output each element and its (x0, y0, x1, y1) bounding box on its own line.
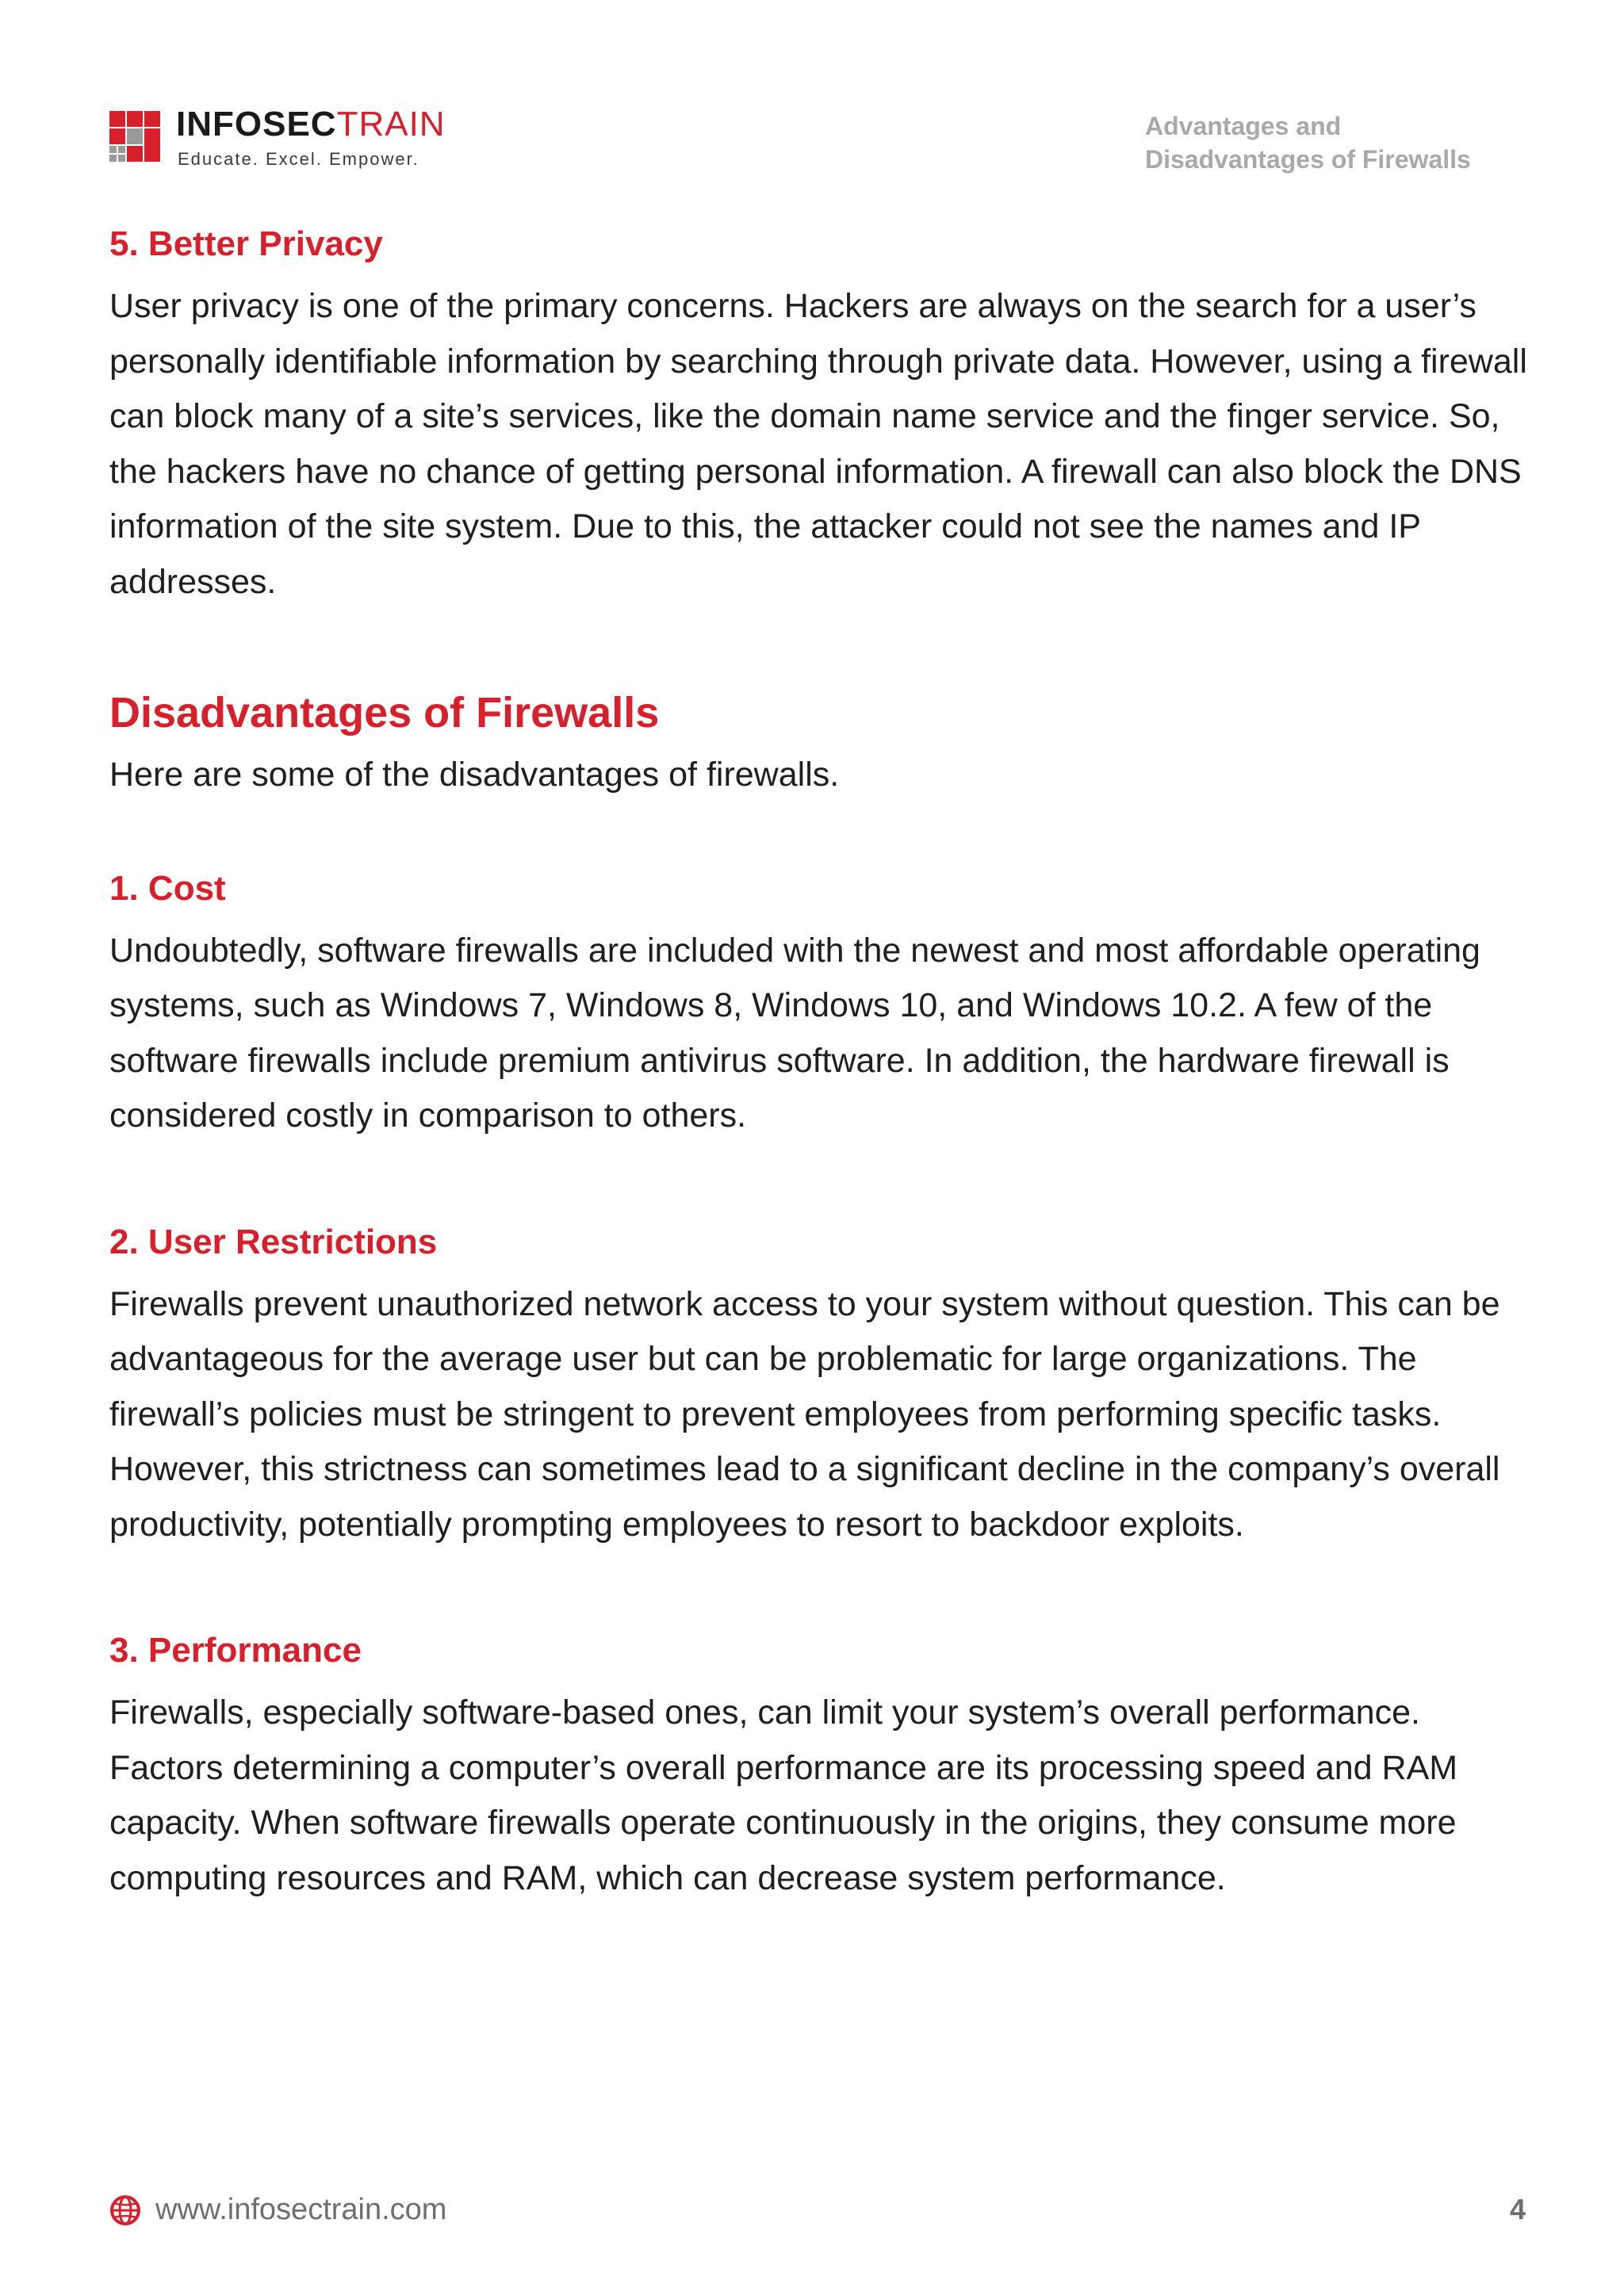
cost-heading: 1. Cost (109, 868, 226, 908)
disadvantages-intro: Here are some of the disadvantages of firewalls. (109, 756, 840, 794)
document-title (1113, 109, 1526, 176)
page-header (109, 101, 1526, 181)
logo-wordmark-infosec: INFOSEC (176, 105, 337, 144)
document-title-line-1: Advantages and (1145, 112, 1342, 140)
logo-wordmark-train: TRAIN (336, 105, 446, 144)
user-restrictions-paragraph: Firewalls prevent unauthorized network access to your system without question. This can be advantageous for the average user but can be problematic for large organizations. The firewall’s policies must be stringent to prevent employees from performing specific tasks. However, this strictness can sometimes lead to a significant decline in the company’s overall productivity, potentially prompting employees to resort to backdoor exploits. (109, 1284, 1500, 1544)
spacer (109, 1144, 1529, 1217)
globe-icon (109, 2195, 141, 2226)
logo-wordmark (176, 105, 446, 144)
document-title-line-2: Disadvantages of Firewalls (1145, 145, 1471, 174)
spacer (109, 803, 1529, 863)
website-link[interactable]: www.infosectrain.com (155, 2193, 447, 2226)
page-number: 4 (1509, 2193, 1526, 2225)
user-restrictions-heading: 2. User Restrictions (109, 1222, 438, 1261)
spacer (109, 610, 1529, 683)
footer-website[interactable] (109, 2193, 446, 2227)
spacer (109, 1552, 1529, 1625)
cost-paragraph: Undoubtedly, software firewalls are included with the newest and most affordable operating systems, such as Windows 7, Windows 8, Windows 10, and Windows 10.2. A few of the software firewalls include premium antivirus software. In addition, the hardware firewall is considered costly in comparison to others. (109, 931, 1480, 1135)
disadvantages-heading: Disadvantages of Firewalls (109, 689, 660, 737)
page-footer (109, 2193, 1526, 2241)
privacy-heading: 5. Better Privacy (109, 224, 383, 263)
main-content (109, 219, 1529, 1906)
logo-tagline: Educate. Excel. Empower. (178, 149, 419, 169)
logo-mark-icon (109, 111, 160, 162)
performance-heading: 3. Performance (109, 1631, 362, 1670)
privacy-paragraph: User privacy is one of the primary concerns. Hackers are always on the search for a user’s personally identifiable information by searching through private data. However, using a firewall can block many of a site’s services, like the domain name service and the finger service. So, the hackers have no chance of getting personal information. A firewall can also block the DNS information of the site system. Due to this, the attacker could not see the names and IP addresses. (109, 287, 1527, 601)
infosectrain-logo (109, 105, 446, 176)
performance-paragraph: Firewalls, especially software-based ones, can limit your system’s overall performance. Factors determining a computer’s overall performance are its processing speed and RAM capacity. When software firewalls operate continuously in the origins, they consume more computing resources and RAM, which can decrease system performance. (109, 1693, 1458, 1897)
